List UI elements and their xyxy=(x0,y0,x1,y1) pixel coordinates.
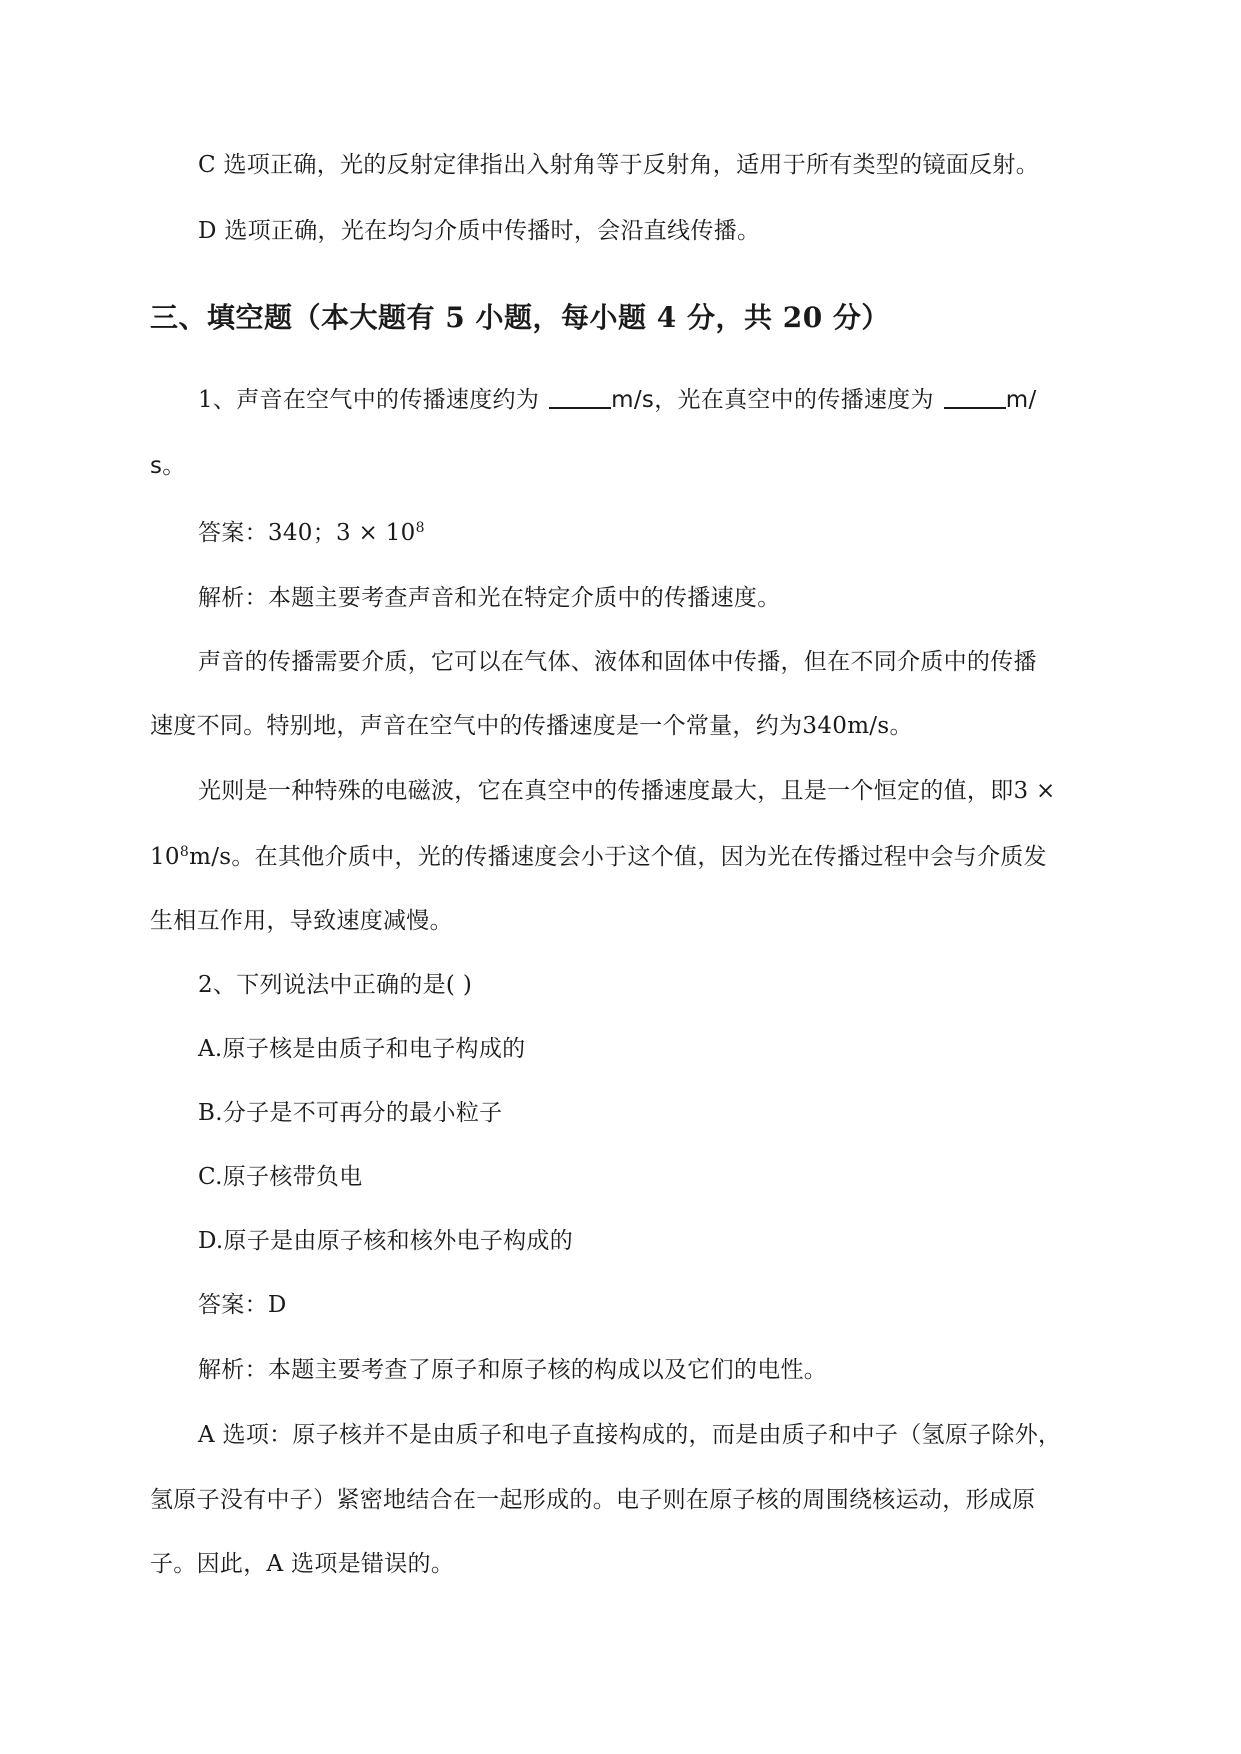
q1-blank-2 xyxy=(944,385,1006,409)
q1-mid: ，光在真空中的传播速度为 xyxy=(654,387,934,413)
q1-paragraph-2-line-2 xyxy=(150,842,1047,872)
question-2-stem: 2、下列说法中正确的是( ) xyxy=(198,972,473,998)
question-1-stem xyxy=(198,385,1037,415)
q1-unit-2: m/ xyxy=(1005,387,1037,413)
option-c-explanation: C 选项正确，光的反射定律指出入射角等于反射角，适用于所有类型的镜面反射。 xyxy=(198,152,1040,178)
question-1-analysis: 解析：本题主要考查声音和光在特定介质中的传播速度。 xyxy=(198,585,781,611)
question-2-option-d: D.原子是由原子核和核外电子构成的 xyxy=(198,1228,574,1254)
q1-p2-exponent: 8 xyxy=(179,844,190,860)
q2-option-a-explanation-line-1: A 选项：原子核并不是由质子和电子直接构成的，而是由质子和中子（氢原子除外， xyxy=(198,1422,1062,1448)
q1-prefix: 1、声音在空气中的传播速度约为 xyxy=(198,387,540,413)
question-2-analysis: 解析：本题主要考查了原子和原子核的构成以及它们的电性。 xyxy=(198,1357,828,1383)
q1-blank-1 xyxy=(549,385,611,409)
option-d-explanation: D 选项正确，光在均匀介质中传播时，会沿直线传播。 xyxy=(198,218,761,244)
q2-option-a-explanation-line-3: 子。因此，A 选项是错误的。 xyxy=(150,1551,455,1577)
question-2-option-c: C.原子核带负电 xyxy=(198,1164,363,1190)
q1-paragraph-2-line-3: 生相互作用，导致速度减慢。 xyxy=(150,908,453,934)
q1-paragraph-1-line-1: 声音的传播需要介质，它可以在气体、液体和固体中传播，但在不同介质中的传播 xyxy=(198,649,1037,675)
question-1-answer xyxy=(198,518,425,548)
q1-paragraph-2-line-1: 光则是一种特殊的电磁波，它在真空中的传播速度最大，且是一个恒定的值，即3 × xyxy=(198,778,1056,804)
question-1-wrap: s。 xyxy=(150,453,186,479)
q1-unit-1: m/s xyxy=(611,387,655,413)
q1-paragraph-1-line-2: 速度不同。特别地，声音在空气中的传播速度是一个常量，约为340m/s。 xyxy=(150,713,913,739)
section-heading: 三、填空题（本大题有 5 小题，每小题 4 分，共 20 分） xyxy=(150,301,890,334)
q1-answer-text: 答案：340；3 × 10 xyxy=(198,520,416,546)
question-2-answer: 答案：D xyxy=(198,1292,287,1318)
question-2-option-a: A.原子核是由质子和电子构成的 xyxy=(198,1036,526,1062)
q1-p2-rest: m/s。在其他介质中，光的传播速度会小于这个值，因为光在传播过程中会与介质发 xyxy=(189,844,1047,870)
q2-option-a-explanation-line-2: 氢原子没有中子）紧密地结合在一起形成的。电子则在原子核的周围绕核运动，形成原 xyxy=(150,1487,1036,1513)
question-2-option-b: B.分子是不可再分的最小粒子 xyxy=(198,1100,503,1126)
q1-p2-base: 10 xyxy=(150,844,180,870)
q1-answer-exponent: 8 xyxy=(415,520,425,536)
